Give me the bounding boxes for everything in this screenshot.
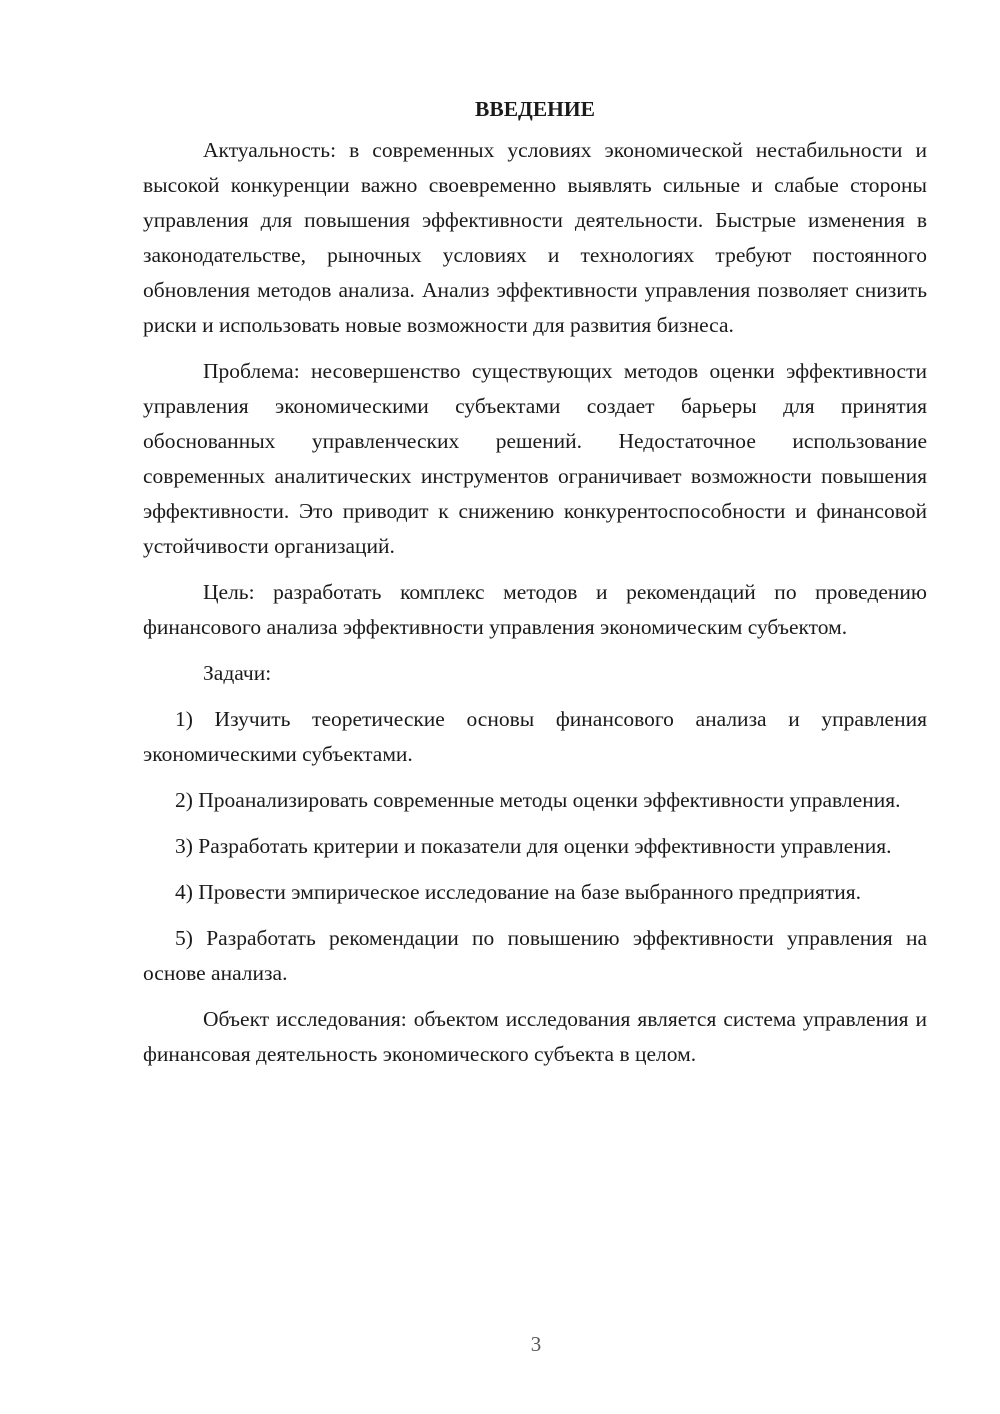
relevance-paragraph: Актуальность: в современных условиях экономической нестабильности и высокой конкуренции важно своевременно выявлять сильные и слабые стороны управления для повышения эффективности деятельности. Быстрые изменения в законодательстве, рыночных условиях и технологиях требуют постоянного обновления методов анализа. Анализ эффективности управления позволяет снизить риски и использовать новые возможности для развития бизнеса. — [143, 138, 927, 337]
goal-paragraph: Цель: разработать комплекс методов и рекомендаций по проведению финансового анализа эффективности управления экономическим субъектом. — [143, 580, 927, 639]
task-item-2: 2) Проанализировать современные методы оценки эффективности управления. — [175, 788, 901, 812]
document-page — [143, 92, 927, 1083]
object-paragraph: Объект исследования: объектом исследования является система управления и финансовая деятельность экономического субъекта в целом. — [143, 1007, 927, 1066]
task-item-5: 5) Разработать рекомендации по повышению эффективности управления на основе анализа. — [143, 926, 927, 985]
task-item-3: 3) Разработать критерии и показатели для оценки эффективности управления. — [175, 834, 892, 858]
tasks-heading: Задачи: — [203, 661, 272, 685]
problem-paragraph: Проблема: несовершенство существующих методов оценки эффективности управления экономическими субъектами создает барьеры для принятия обоснованных управленческих решений. Недостаточное использование современных аналитических инструментов ограничивает возможности повышения эффективности. Это приводит к снижению конкурентоспособности и финансовой устойчивости организаций. — [143, 359, 927, 558]
task-item-1: 1) Изучить теоретические основы финансового анализа и управления экономическими субъектами. — [143, 707, 927, 766]
task-item-4: 4) Провести эмпирическое исследование на базе выбранного предприятия. — [175, 880, 862, 904]
page-number: 3 — [530, 1332, 542, 1356]
section-title: ВВЕДЕНИЕ — [475, 97, 595, 121]
